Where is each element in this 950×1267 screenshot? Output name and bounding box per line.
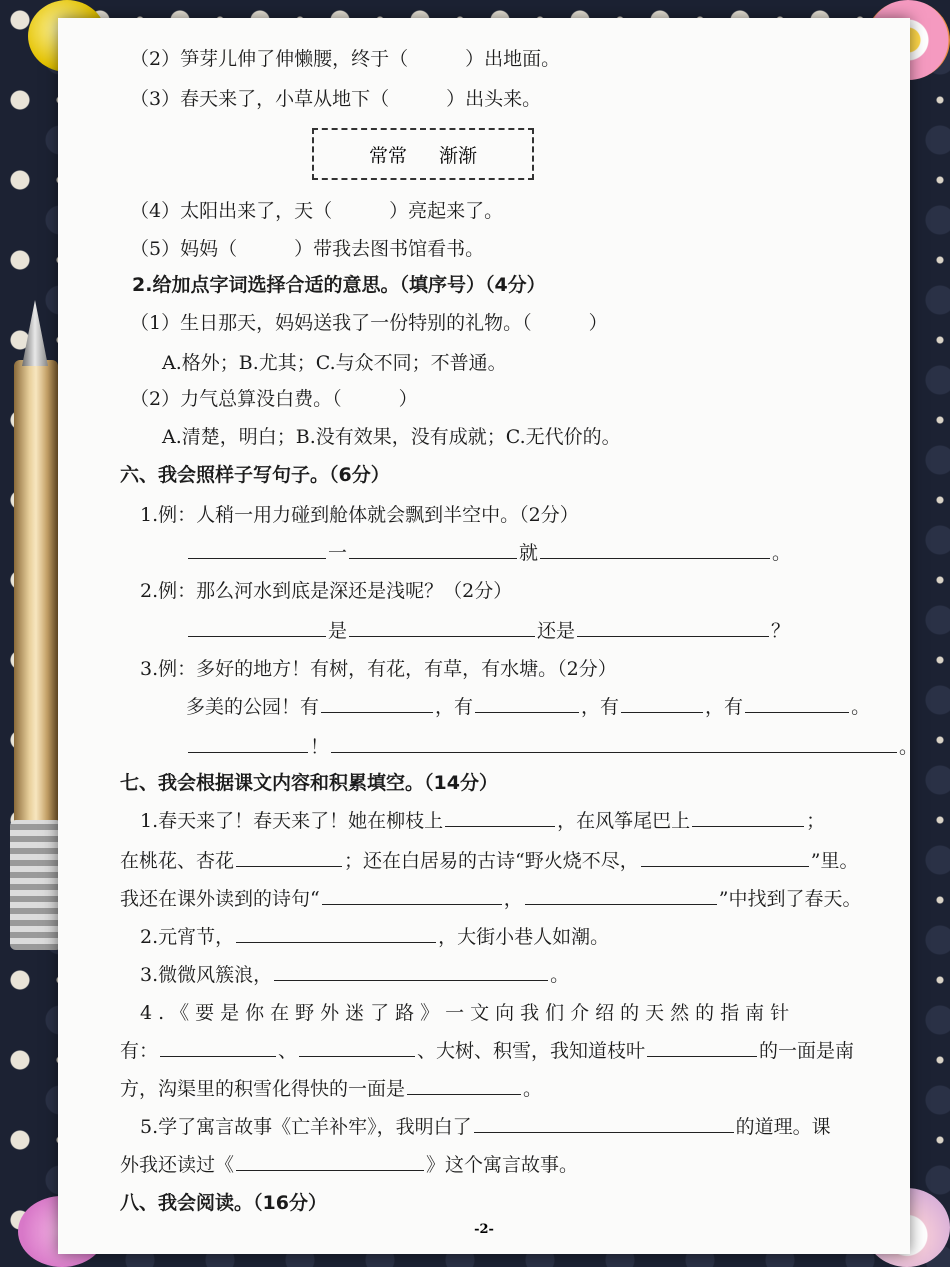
section-6-answer-1: 一 就 。 [186, 544, 791, 563]
section-8-title: 八、我会阅读。（16分） [120, 1192, 327, 1214]
section-7-q5-line1: 5.学了寓言故事《亡羊补牢》，我明白了 的道理。课 [140, 1116, 831, 1138]
question-2-item-1: （1）生日那天，妈妈送我了一份特别的礼物。（ ） [130, 312, 608, 334]
section-7-q3: 3.微微风簇浪， 。 [140, 964, 570, 986]
section-6-answer-3b: ！ 。 [186, 738, 918, 757]
section-6-example-1: 1.例：人稍一用力碰到舱体就会飘到半空中。（2分） [140, 504, 579, 526]
section-6-answer-3: 多美的公园！有 ，有 ，有 ，有 。 [186, 696, 871, 718]
question-2-item-2-options: A.清楚，明白；B.没有效果，没有成就；C.无代价的。 [162, 426, 621, 448]
section-7-q4-line2: 有： 、 、大树、积雪，我知道枝叶 的一面是南 [120, 1040, 855, 1062]
section-7-q2: 2.元宵节， ，大街小巷人如潮。 [140, 926, 610, 948]
fill-item-3: （3）春天来了，小草从地下（ ）出头来。 [130, 88, 542, 110]
word-bank-box: 常常 渐渐 [312, 128, 534, 180]
section-7-q1-line1: 1.春天来了！春天来了！她在柳枝上 ，在风筝尾巴上 ； [140, 810, 826, 832]
question-2-item-2: （2）力气总算没白费。（ ） [130, 388, 418, 410]
question-2-item-1-options: A.格外；B.尤其；C.与众不同；不普通。 [162, 352, 507, 374]
section-7-q1-line3: 我还在课外读到的诗句“ ， ”中找到了春天。 [120, 888, 862, 910]
section-7-title: 七、我会根据课文内容和积累填空。（14分） [120, 772, 498, 794]
section-6-title: 六、我会照样子写句子。（6分） [120, 464, 390, 486]
section-7-q5-line2: 外我还读过《 》这个寓言故事。 [120, 1154, 579, 1176]
pencil-grip [10, 820, 62, 950]
worksheet-page [58, 18, 919, 1254]
section-6-example-3: 3.例：多好的地方！有树，有花，有草，有水塘。（2分） [140, 658, 617, 680]
pencil-tip [22, 300, 48, 366]
page-number: -2- [474, 1222, 494, 1237]
section-7-q1-line2: 在桃花、杏花 ；还在白居易的古诗“野火烧不尽， ”里。 [120, 850, 859, 872]
section-6-example-2: 2.例：那么河水到底是深还是浅呢？（2分） [140, 580, 513, 602]
section-7-q4-line3: 方，沟渠里的积雪化得快的一面是 。 [120, 1078, 543, 1100]
section-7-q4-line1: 4.《要是你在野外迷了路》一文向我们介绍的天然的指南针 [140, 1002, 796, 1024]
fill-item-2: （2）笋芽儿伸了伸懒腰，终于（ ）出地面。 [130, 48, 561, 70]
fill-item-5: （5）妈妈（ ）带我去图书馆看书。 [130, 238, 485, 260]
section-6-answer-2: 是 还是 ？ [186, 622, 790, 641]
fill-item-4: （4）太阳出来了，天（ ）亮起来了。 [130, 200, 504, 222]
question-2-title: 2.给加点字词选择合适的意思。（填序号）（4分） [132, 274, 546, 296]
